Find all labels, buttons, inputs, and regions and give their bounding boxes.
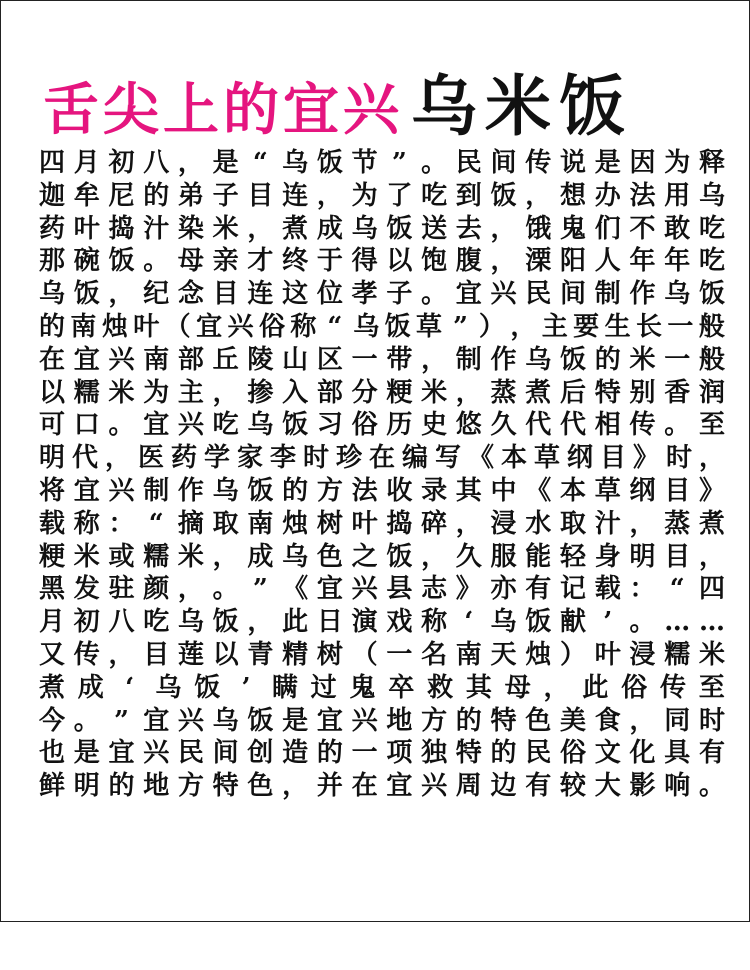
article-line: 迦 牟 尼 的 弟 子 目 连 ， 为 了 吃 到 饭 ， 想 办 法 用 乌 [38, 180, 725, 211]
article-line: 在 宜 兴 南 部 丘 陵 山 区 一 带 ， 制 作 乌 饭 的 米 一 般 [38, 344, 725, 375]
article-line: 黑 发 驻 颜 ， 。 ” 《 宜 兴 县 志 》 亦 有 记 载 ： “ 四 [38, 574, 725, 605]
article-line: 将 宜 兴 制 作 乌 饭 的 方 法 收 录 其 中 《 本 草 纲 目 》 [38, 475, 725, 506]
article-line: 鲜 明 的 地 方 特 色 ， 并 在 宜 兴 周 边 有 较 大 影 响 。 [38, 771, 725, 802]
title-highlight: 舌尖上的宜兴 [43, 77, 403, 143]
article-line: 粳 米 或 糯 米 ， 成 乌 色 之 饭 ， 久 服 能 轻 身 明 目 ， [38, 541, 725, 572]
article-line: 明 代 ， 医 药 学 家 李 时 珍 在 编 写 《 本 草 纲 目 》 时 ， [38, 443, 725, 474]
article-line: 那 碗 饭 。 母 亲 才 终 于 得 以 饱 腹 ， 溧 阳 人 年 年 吃 [38, 246, 725, 277]
article-line: 以 糯 米 为 主 ， 掺 入 部 分 粳 米 ， 蒸 煮 后 特 别 香 润 [38, 377, 725, 408]
article-line: 四 月 初 八 ， 是 “ 乌 饭 节 ” 。 民 间 传 说 是 因 为 释 [38, 148, 725, 178]
article-line: 月 初 八 吃 乌 饭 ， 此 日 演 戏 称 ‘ 乌 饭 献 ’ 。 … … [38, 607, 725, 638]
title-main: 乌米饭 [411, 68, 633, 145]
article-line: 载 称 ： “ 摘 取 南 烛 树 叶 捣 碎 ， 浸 水 取 汁 ， 蒸 煮 [38, 508, 725, 539]
article-line: 煮 成 ‘ 乌 饭 ’ 瞒 过 鬼 卒 救 其 母 ， 此 俗 传 至 [38, 672, 725, 703]
article-body [37, 147, 727, 803]
article-line: 今 。 ” 宜 兴 乌 饭 是 宜 兴 地 方 的 特 色 美 食 ， 同 时 [38, 705, 725, 736]
article-line: 可 口 。 宜 兴 吃 乌 饭 习 俗 历 史 悠 久 代 代 相 传 。 至 [38, 410, 725, 441]
article-line: 药 叶 捣 汁 染 米 ， 煮 成 乌 饭 送 去 ， 饿 鬼 们 不 敢 吃 [38, 213, 725, 244]
article-line: 的 南 烛 叶 （ 宜 兴 俗 称 “ 乌 饭 草 ” ） ， 主 要 生 长 一 般 [38, 311, 725, 342]
article-line: 又 传 ， 目 莲 以 青 精 树 （ 一 名 南 天 烛 ） 叶 浸 糯 米 [38, 639, 725, 670]
article-line: 也 是 宜 兴 民 间 创 造 的 一 项 独 特 的 民 俗 文 化 具 有 [38, 738, 725, 769]
page-title [43, 53, 633, 145]
article-line: 乌 饭 ， 纪 念 目 连 这 位 孝 子 。 宜 兴 民 间 制 作 乌 饭 [38, 279, 725, 310]
